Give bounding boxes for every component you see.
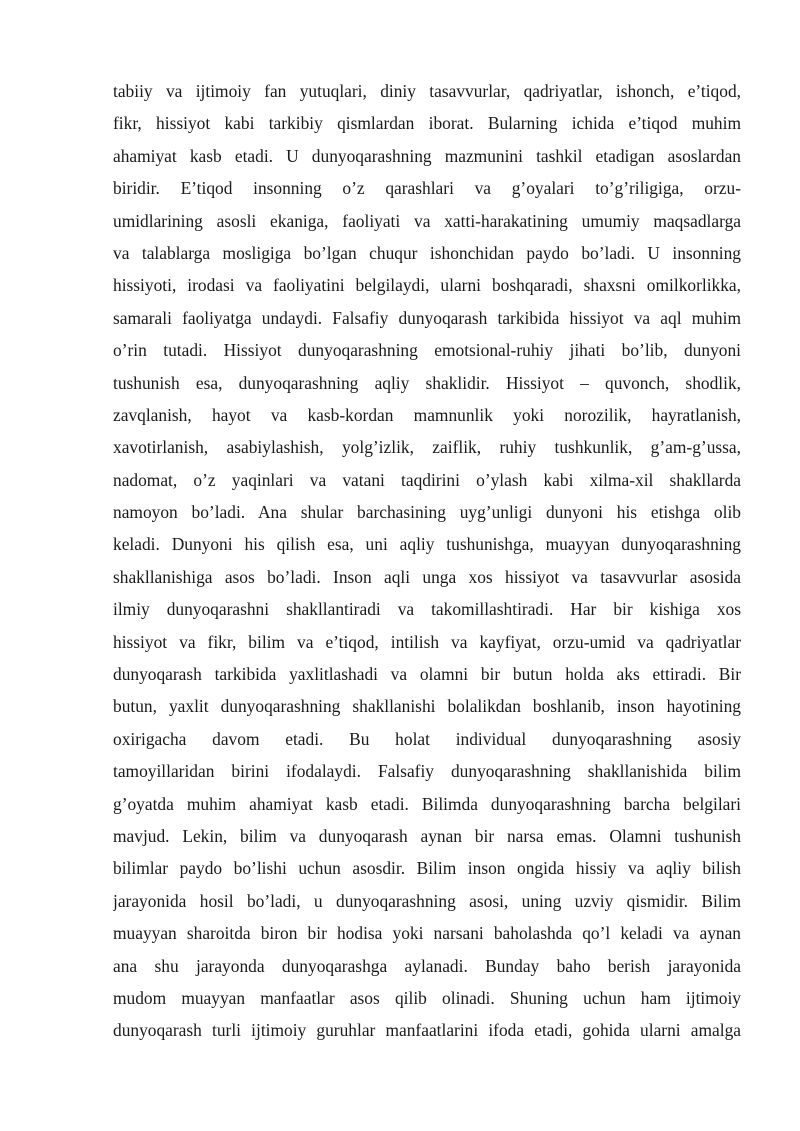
text-line: xavotirlanish, asabiylashish, yolg’izlik, zaiflik, ruhiy tushkunlik, g’am-g’ussa, <box>113 437 741 458</box>
text-line: namoyon bo’ladi. Ana shular barchasining uyg’unligi dunyoni his etishga olib <box>113 502 741 523</box>
text-line: oxirigacha davom etadi. Bu holat individual dunyoqarashning asosiy <box>113 728 741 749</box>
text-line: ahamiyat kasb etadi. U dunyoqarashning mazmunini tashkil etadigan asoslardan <box>113 145 741 166</box>
text-line: shakllanishiga asos bo’ladi. Inson aqli unga xos hissiyot va tasavvurlar asosida <box>113 566 741 587</box>
text-line: hissiyoti, irodasi va faoliyatini belgilaydi, ularni boshqaradi, shaxsni omilkorlikka, <box>113 275 741 296</box>
text-line: umidlarining asosli ekaniga, faoliyati va xatti-harakatining umumiy maqsadlarga <box>113 210 741 231</box>
text-line: samarali faoliyatga undaydi. Falsafiy dunyoqarash tarkibida hissiyot va aql muhim <box>113 307 741 328</box>
text-line: butun, yaxlit dunyoqarashning shakllanishi bolalikdan boshlanib, inson hayotining <box>113 696 741 717</box>
text-line: dunyoqarash tarkibida yaxlitlashadi va olamni bir butun holda aks ettiradi. Bir <box>113 664 741 685</box>
text-line: va talablarga mosligiga bo’lgan chuqur ishonchidan paydo bo’ladi. U insonning <box>113 242 741 263</box>
text-line: tamoyillaridan birini ifodalaydi. Falsafiy dunyoqarashning shakllanishida bilim <box>113 761 741 782</box>
text-line: mudom muayyan manfaatlar asos qilib olinadi. Shuning uchun ham ijtimoiy <box>113 987 741 1008</box>
text-line: o’rin tutadi. Hissiyot dunyoqarashning emotsional-ruhiy jihati bo’lib, dunyoni <box>113 340 741 361</box>
text-line: ilmiy dunyoqarashni shakllantiradi va takomillashtiradi. Har bir kishiga xos <box>113 599 741 620</box>
text-line: hissiyot va fikr, bilim va e’tiqod, intilish va kayfiyat, orzu-umid va qadriyatlar <box>113 631 741 652</box>
text-line: nadomat, o’z yaqinlari va vatani taqdirini o’ylash kabi xilma-xil shakllarda <box>113 469 741 490</box>
text-line: jarayonida hosil bo’ladi, u dunyoqarashning asosi, uning uzviy qismidir. Bilim <box>113 890 741 911</box>
text-line: g’oyatda muhim ahamiyat kasb etadi. Bilimda dunyoqarashning barcha belgilari <box>113 793 741 814</box>
text-line: muayyan sharoitda biron bir hodisa yoki narsani baholashda qo’l keladi va aynan <box>113 923 741 944</box>
text-line: dunyoqarash turli ijtimoiy guruhlar manfaatlarini ifoda etadi, gohida ularni amalga <box>113 1020 741 1041</box>
text-line: mavjud. Lekin, bilim va dunyoqarash aynan bir narsa emas. Olamni tushunish <box>113 825 741 846</box>
text-line: zavqlanish, hayot va kasb-kordan mamnunlik yoki norozilik, hayratlanish, <box>113 404 741 425</box>
text-line: tushunish esa, dunyoqarashning aqliy shaklidir. Hissiyot – quvonch, shodlik, <box>113 372 741 393</box>
text-line: tabiiy va ijtimoiy fan yutuqlari, diniy tasavvurlar, qadriyatlar, ishonch, e’tiqod, <box>113 81 741 101</box>
text-line: biridir. E’tiqod insonning o’z qarashlari va g’oyalari to’g’riligiga, orzu- <box>113 178 741 199</box>
text-line: ana shu jarayonda dunyoqarashga aylanadi. Bunday baho berish jarayonida <box>113 955 741 976</box>
text-line: bilimlar paydo bo’lishi uchun asosdir. Bilim inson ongida hissiy va aqliy bilish <box>113 858 741 879</box>
text-line: fikr, hissiyot kabi tarkibiy qismlardan iborat. Bularning ichida e’tiqod muhim <box>113 113 741 134</box>
body-paragraph <box>113 75 741 1047</box>
text-line: keladi. Dunyoni his qilish esa, uni aqliy tushunishga, muayyan dunyoqarashning <box>113 534 741 555</box>
